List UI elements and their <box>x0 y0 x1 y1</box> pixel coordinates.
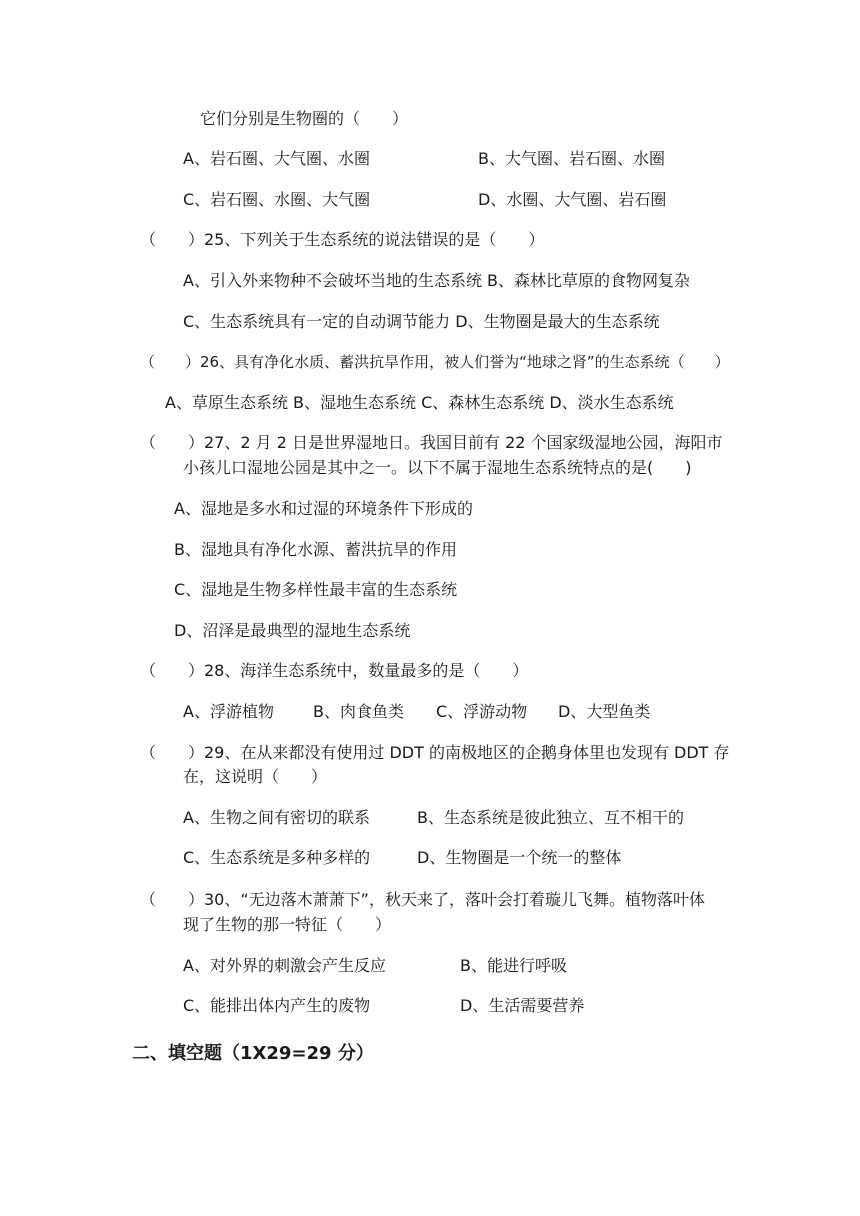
q28-option-c: C、浮游动物 <box>436 702 528 721</box>
q28-stem: （ ）28、海洋生态系统中，数量最多的是（ ） <box>140 661 529 680</box>
q28-option-a: A、浮游植物 <box>183 702 274 721</box>
q24-option-b: B、大气圈、岩石圈、水圈 <box>478 149 665 168</box>
q29-option-c: C、生态系统是多种多样的 <box>183 848 371 867</box>
q28-option-b: B、肉食鱼类 <box>313 702 404 721</box>
q29-option-b: B、生态系统是彼此独立、互不相干的 <box>417 808 684 827</box>
q29-stem-cont: 在，这说明（ ） <box>183 767 328 786</box>
q29-stem: （ ）29、在从来都没有使用过 DDT 的南极地区的企鹅身体里也发现有 DDT 存 <box>140 743 730 762</box>
q27-option-d: D、沼泽是最典型的湿地生态系统 <box>174 621 411 640</box>
q30-option-a: A、对外界的刺激会产生反应 <box>183 956 386 975</box>
q27-stem-cont: 小孩儿口湿地公园是其中之一。以下不属于湿地生态系统特点的是( ) <box>183 458 692 477</box>
section-heading: 二、填空题（1X29=29 分） <box>132 1043 374 1064</box>
q27-option-c: C、湿地是生物多样性最丰富的生态系统 <box>174 580 458 599</box>
q25-options-cd: C、生态系统具有一定的自动调节能力 D、生物圈是最大的生态系统 <box>183 312 660 331</box>
q28-option-d: D、大型鱼类 <box>558 702 651 721</box>
q30-option-d: D、生活需要营养 <box>460 996 585 1015</box>
q24-option-c: C、岩石圈、水圈、大气圈 <box>183 190 371 209</box>
q30-option-b: B、能进行呼吸 <box>460 956 567 975</box>
q29-option-d: D、生物圈是一个统一的整体 <box>417 848 622 867</box>
q29-option-a: A、生物之间有密切的联系 <box>183 808 370 827</box>
q30-option-c: C、能排出体内产生的废物 <box>183 996 371 1015</box>
q24-option-a: A、岩石圈、大气圈、水圈 <box>183 149 370 168</box>
q24-stem-cont: 它们分别是生物圈的（ ） <box>200 109 409 128</box>
q26-options: A、草原生态系统 B、湿地生态系统 C、森林生态系统 D、淡水生态系统 <box>165 393 674 412</box>
q27-option-a: A、湿地是多水和过湿的环境条件下形成的 <box>174 499 473 518</box>
q25-options-ab: A、引入外来物种不会破坏当地的生态系统 B、森林比草原的食物网复杂 <box>183 271 691 290</box>
q30-stem-cont: 现了生物的那一特征（ ） <box>183 915 392 934</box>
q25-stem: （ ）25、下列关于生态系统的说法错误的是（ ） <box>140 230 545 249</box>
q27-stem: （ ）27、2 月 2 日是世界湿地日。我国目前有 22 个国家级湿地公园，海阳市 <box>140 433 723 452</box>
q24-option-d: D、水圈、大气圈、岩石圈 <box>478 190 667 209</box>
q26-stem: （ ）26、具有净化水质、蓄洪抗旱作用，被人们誉为“地球之肾”的生态系统（ ） <box>140 353 730 371</box>
q30-stem: （ ）30、“无边落木萧萧下”，秋天来了，落叶会打着璇儿飞舞。植物落叶体 <box>140 890 705 909</box>
q27-option-b: B、湿地具有净化水源、蓄洪抗旱的作用 <box>174 540 457 559</box>
